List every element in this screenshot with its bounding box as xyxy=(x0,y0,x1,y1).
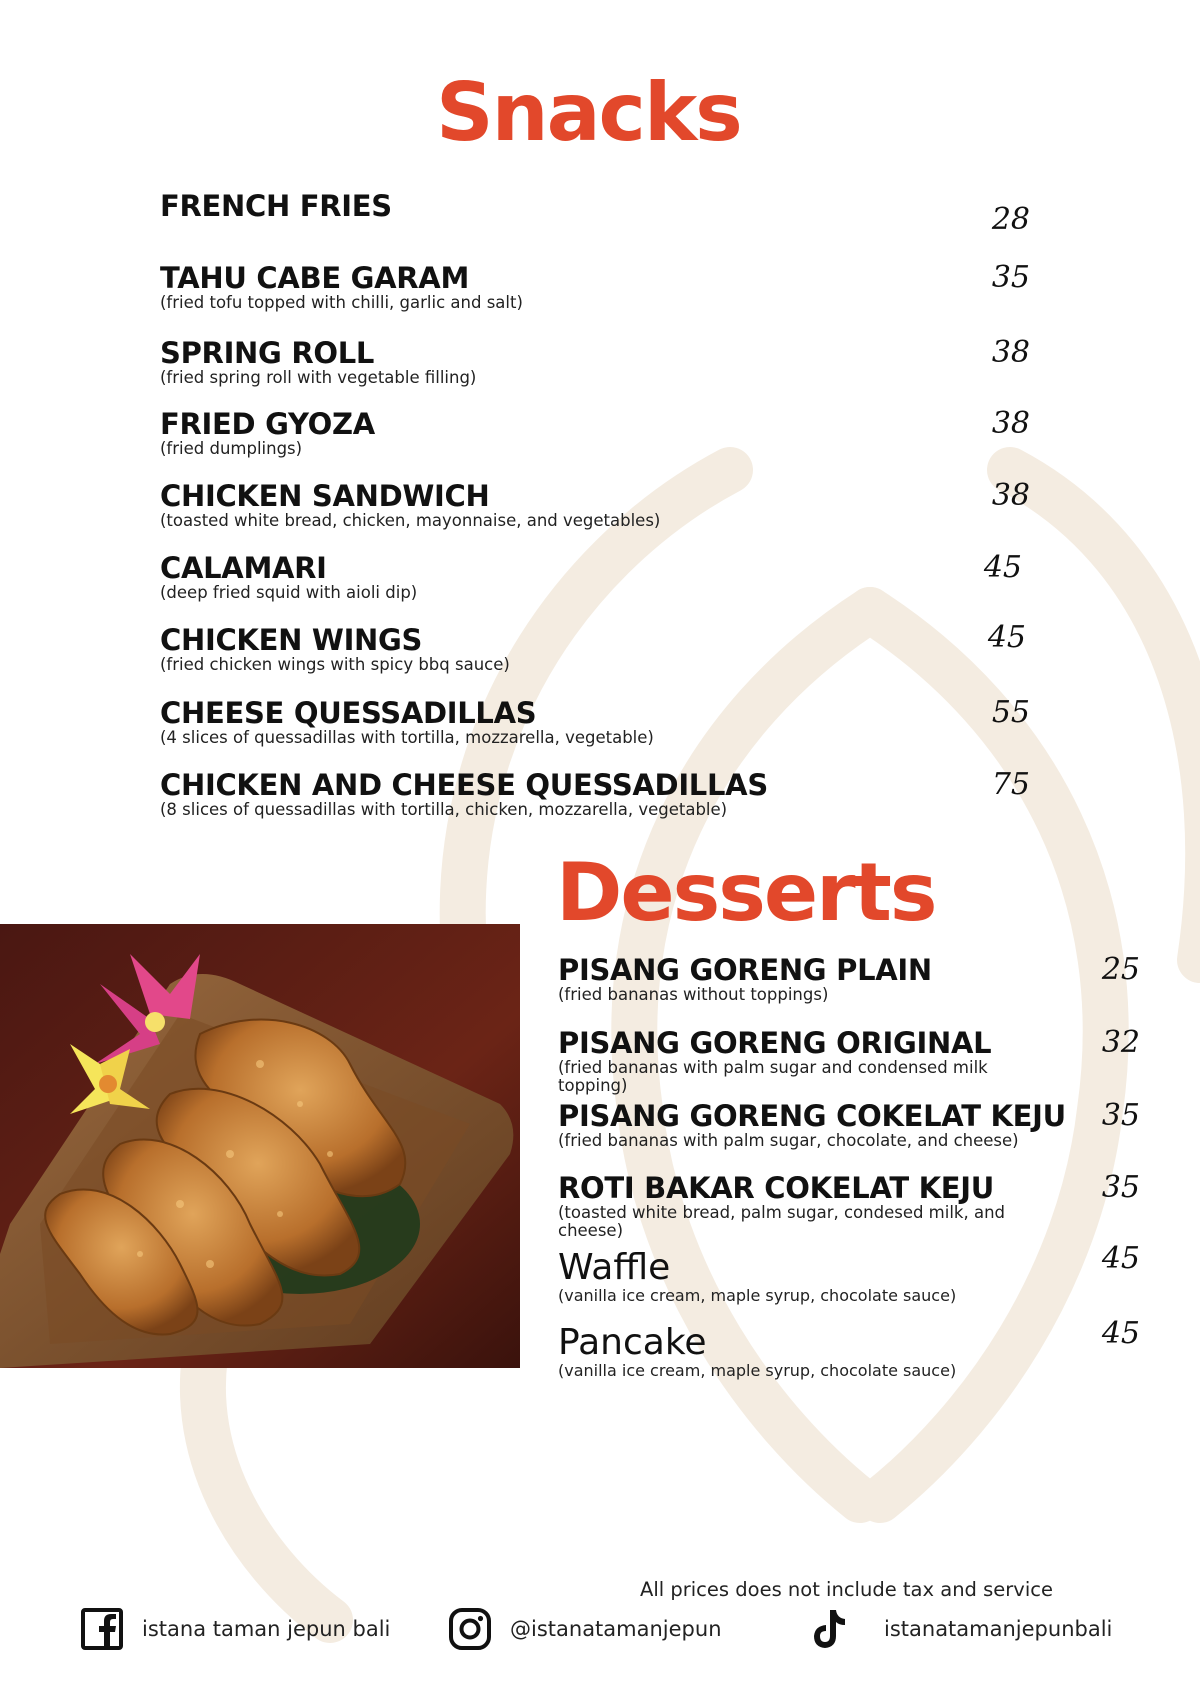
item-price: 45 xyxy=(1101,1241,1140,1276)
menu-item-french-fries xyxy=(160,189,1030,237)
item-description: (fried spring roll with vegetable filling) xyxy=(160,368,477,387)
item-description: (fried tofu topped with chilli, garlic and salt) xyxy=(160,293,523,312)
menu-item-calamari xyxy=(160,552,1030,602)
item-description: (toasted white bread, palm sugar, condesed milk, and cheese) xyxy=(558,1203,1006,1240)
item-price: 28 xyxy=(991,202,1030,237)
item-name: PISANG GORENG PLAIN xyxy=(558,953,932,987)
item-name: SPRING ROLL xyxy=(160,336,375,370)
item-price: 75 xyxy=(991,767,1030,802)
item-description: (vanilla ice cream, maple syrup, chocolate sauce) xyxy=(558,1286,957,1305)
item-name: CHICKEN WINGS xyxy=(160,623,423,657)
item-description: (fried bananas without toppings) xyxy=(558,985,829,1004)
item-name: CALAMARI xyxy=(160,551,327,585)
item-name: PISANG GORENG ORIGINAL xyxy=(558,1026,992,1060)
item-name: TAHU CABE GARAM xyxy=(160,261,470,295)
item-price: 38 xyxy=(991,478,1030,513)
item-name: Waffle xyxy=(558,1247,671,1288)
item-price: 38 xyxy=(991,335,1030,370)
menu-item-fried-gyoza xyxy=(160,408,1030,458)
instagram-handle: @istanatamanjepun xyxy=(510,1617,722,1641)
item-name: CHICKEN AND CHEESE QUESSADILLAS xyxy=(160,768,768,802)
item-name: ROTI BAKAR COKELAT KEJU xyxy=(558,1171,995,1205)
facebook-link[interactable] xyxy=(80,1604,390,1654)
menu-item-roti-bakar-cokelat-keju xyxy=(558,1172,1140,1240)
menu-item-pisang-goreng-cokelat-keju xyxy=(558,1100,1140,1150)
food-photo xyxy=(0,924,520,1368)
item-price: 38 xyxy=(991,406,1030,441)
item-description: (fried bananas with palm sugar, chocolate, and cheese) xyxy=(558,1131,1019,1150)
item-name: CHEESE QUESSADILLAS xyxy=(160,696,537,730)
item-description: (toasted white bread, chicken, mayonnaise, and vegetables) xyxy=(160,511,661,530)
facebook-handle: istana taman jepun bali xyxy=(142,1617,391,1641)
item-description: (4 slices of quessadillas with tortilla, mozzarella, vegetable) xyxy=(160,728,654,747)
item-description: (deep fried squid with aioli dip) xyxy=(160,583,418,602)
tax-note: All prices does not include tax and service xyxy=(640,1578,1053,1601)
facebook-icon xyxy=(80,1607,124,1651)
item-description: (8 slices of quessadillas with tortilla, chicken, mozzarella, vegetable) xyxy=(160,800,728,819)
tiktok-link[interactable] xyxy=(806,1604,1112,1654)
tiktok-handle: istanatamanjepunbali xyxy=(884,1617,1113,1641)
item-name: PISANG GORENG COKELAT KEJU xyxy=(558,1099,1066,1133)
menu-item-tahu-cabe-garam xyxy=(160,262,1030,312)
menu-item-chicken-wings xyxy=(160,620,1030,674)
item-price: 35 xyxy=(1101,1098,1140,1133)
item-price: 55 xyxy=(991,695,1030,730)
instagram-link[interactable] xyxy=(448,1604,722,1654)
menu-item-chicken-and-cheese-quessadillas xyxy=(160,769,1030,819)
menu-item-chicken-sandwich xyxy=(160,480,1030,530)
item-price: 45 xyxy=(1101,1316,1140,1351)
tiktok-icon xyxy=(806,1607,850,1651)
menu-item-pancake xyxy=(558,1316,1140,1380)
item-price: 25 xyxy=(1101,952,1140,987)
desserts-title: Desserts xyxy=(556,846,936,939)
menu-item-spring-roll xyxy=(160,337,1030,387)
item-price: 45 xyxy=(987,620,1026,655)
item-description: (fried bananas with palm sugar and condensed milk topping) xyxy=(558,1058,988,1095)
menu-item-pisang-goreng-plain xyxy=(558,954,1140,1004)
item-description: (fried chicken wings with spicy bbq sauce) xyxy=(160,655,510,674)
instagram-icon xyxy=(448,1607,492,1651)
item-description: (vanilla ice cream, maple syrup, chocolate sauce) xyxy=(558,1361,957,1380)
menu-item-pisang-goreng-original xyxy=(558,1027,1140,1095)
menu-item-cheese-quessadillas xyxy=(160,697,1030,747)
item-description: (fried dumplings) xyxy=(160,439,303,458)
item-price: 45 xyxy=(983,550,1022,585)
menu-item-waffle xyxy=(558,1241,1140,1305)
snacks-title: Snacks xyxy=(436,66,741,159)
item-name: Pancake xyxy=(558,1322,707,1363)
item-name: FRIED GYOZA xyxy=(160,407,375,441)
item-name: FRENCH FRIES xyxy=(160,189,392,223)
item-name: CHICKEN SANDWICH xyxy=(160,479,490,513)
item-price: 32 xyxy=(1101,1025,1140,1060)
item-price: 35 xyxy=(991,260,1030,295)
item-price: 35 xyxy=(1101,1170,1140,1205)
